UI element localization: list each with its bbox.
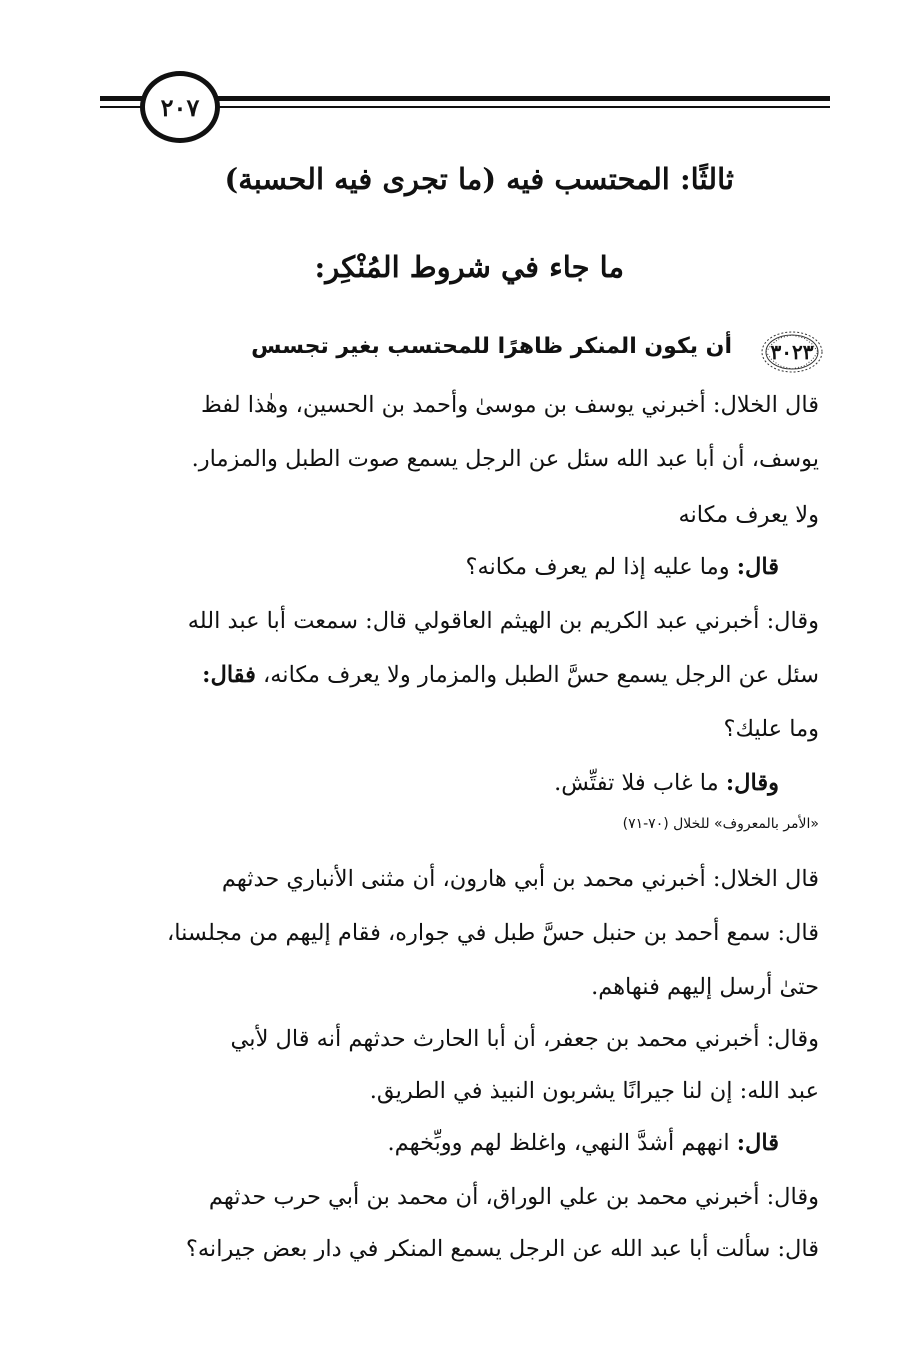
page-header xyxy=(100,68,830,148)
speaker-label: فقال: xyxy=(202,662,256,688)
text-line: وقال: أخبرني عبد الكريم بن الهيثم العاقولي قال: سمعت أبا عبد الله xyxy=(187,608,819,634)
issue-title: أن يكون المنكر ظاهرًا للمحتسب بغير تجسس xyxy=(251,334,732,359)
text-span: انههم أشدَّ النهي، واغلظ لهم ووبِّخهم. xyxy=(387,1130,737,1156)
text-line: يوسف، أن أبا عبد الله سئل عن الرجل يسمع صوت الطبل والمزمار. xyxy=(191,446,819,472)
text-line: عبد الله: إن لنا جيرانًا يشربون النبيذ في الطريق. xyxy=(369,1078,819,1104)
text-line: وقال: أخبرني محمد بن جعفر، أن أبا الحارث حدثهم أنه قال لأبي xyxy=(230,1026,819,1052)
issue-number: ٣٠٢٣ xyxy=(770,340,814,364)
text-line: ولا يعرف مكانه xyxy=(678,502,819,528)
text-line: قال: سمع أحمد بن حنبل حسَّ طبل في جواره، فقام إليهم من مجلسنا، xyxy=(167,920,819,946)
speaker-label: وقال: xyxy=(725,770,779,796)
text-line: وقال: أخبرني محمد بن علي الوراق، أن محمد بن أبي حرب حدثهم xyxy=(208,1184,819,1210)
text-line xyxy=(99,554,779,580)
page-number: ٢٠٧ xyxy=(160,92,200,122)
source-citation: «الأمر بالمعروف» للخلال (٧٠-٧١) xyxy=(622,816,819,832)
subsection-title: ما جاء في شروط المُنْكِر: xyxy=(314,250,624,284)
page-number-badge xyxy=(140,71,220,143)
issue-number-rosette xyxy=(760,330,824,374)
section-title: ثالثًا: المحتسب فيه (ما تجرى فيه الحسبة) xyxy=(224,162,734,196)
text-line: قال الخلال: أخبرني محمد بن أبي هارون، أن مثنى الأنباري حدثهم xyxy=(221,866,819,892)
text-line xyxy=(99,770,779,796)
text-line: قال الخلال: أخبرني يوسف بن موسىٰ وأحمد بن الحسين، وهٰذا لفظ xyxy=(200,392,819,418)
text-line: حتىٰ أرسل إليهم فنهاهم. xyxy=(591,974,819,1000)
text-line: وما عليك؟ xyxy=(723,716,819,742)
text-line xyxy=(99,1130,779,1156)
text-line: قال: سألت أبا عبد الله عن الرجل يسمع المنكر في دار بعض جيرانه؟ xyxy=(185,1236,819,1262)
text-span: سئل عن الرجل يسمع حسَّ الطبل والمزمار ولا يعرف مكانه، xyxy=(255,662,819,688)
text-span: وما عليه إذا لم يعرف مكانه؟ xyxy=(465,554,737,580)
issue-heading xyxy=(104,330,824,374)
text-line xyxy=(99,662,819,688)
text-span: ما غاب فلا تفتِّش. xyxy=(554,770,726,796)
speaker-label: قال: xyxy=(736,1130,779,1156)
speaker-label: قال: xyxy=(736,554,779,580)
